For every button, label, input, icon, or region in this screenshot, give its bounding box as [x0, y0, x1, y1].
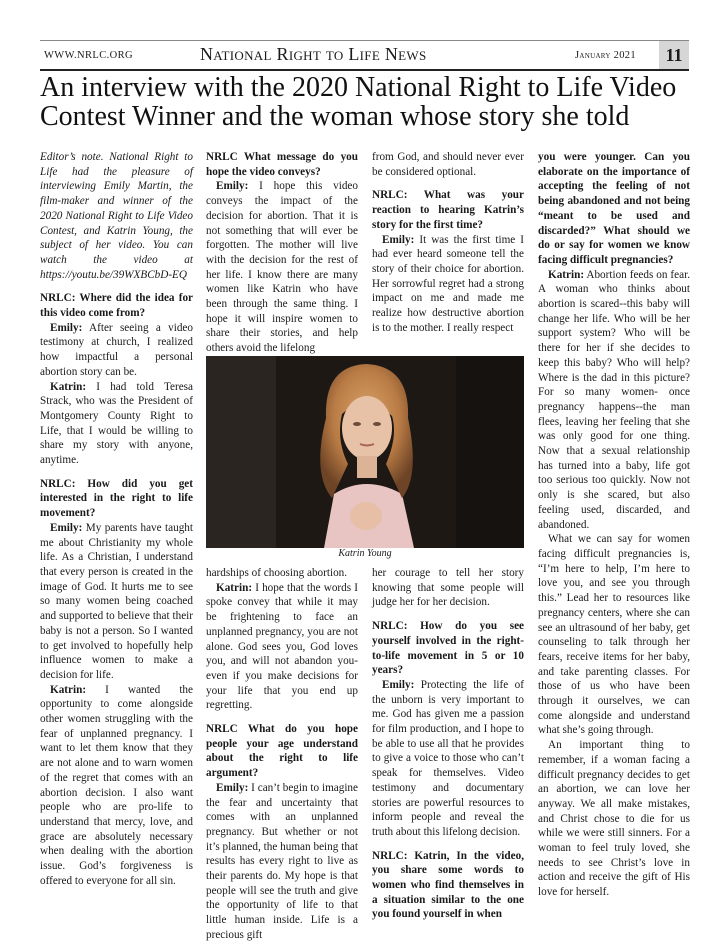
continued-text: her courage to tell her story knowing that some people will judge her for her decision. — [372, 567, 524, 609]
answer-1-katrin: Katrin: I had told Teresa Strack, who was the President of Montgomery County Right to Life, that I would be willing to share my story with anyone, anytime. — [40, 380, 193, 467]
question-7-continued: you were younger. Can you elaborate on the importance of accepting the feeling of not being abandoned and not being “meant to be used and discarded?” What should we do or say for women we know facing difficult pregnancies? — [538, 151, 690, 266]
answer-7-paragraph-3: An important thing to remember, if a woman facing a difficult pregnancy decides to get an abortion, we can love her anyway. We all make mistakes, and Christ chose to die for us while we were still sinners. For a woman to feel truly loved, she needs to see Christ’s love in action and receive the gift of His love for herself. — [538, 739, 690, 899]
question-3: NRLC What message do you hope the video conveys? — [206, 151, 358, 178]
site-url[interactable]: WWW.NRLC.ORG — [44, 50, 133, 61]
answer-2-emily: Emily: My parents have taught me about Christianity my whole life. As a Christian, I understand that every person is created in the image of God. It hurts me to see so many women being coached and supported to believe that their baby is not a person. So I wanted to get involved to hopefully help influence women to make a decision for life. — [40, 521, 193, 681]
column-3-bottom — [372, 566, 524, 922]
answer-5-emily: Emily: I can’t begin to imagine the fear and uncertainty that comes with an unplanned pregnancy. But whether or not it’s planned, the human being that results has every right to live as their parents do. My hope is that people will see the truth and give the opportunity of life to that little human inside. Life is a precious gift — [206, 781, 358, 941]
question-7: NRLC: Katrin, In the video, you share some words to women who find themselves in a situation similar to the one you found yourself in when — [372, 849, 524, 921]
column-2-top — [206, 150, 358, 356]
column-1 — [40, 150, 193, 888]
answer-3-katrin: Katrin: I hope that the words I spoke convey that while it may be frightening to face an unplanned pregnancy, you are not alone. God sees you, God loves you, and will not abandon you- even if you make decisions for your life that you end up regretting. — [206, 581, 358, 712]
question-6: NRLC: How do you see yourself involved in the right-to-life movement in 5 or 10 years? — [372, 620, 524, 677]
answer-7-paragraph-2: What we can say for women facing difficult pregnancies is, “I’m here to help, I’m here to love you, and see you through this.” Lead her to resources like pregnancy centers, where she can see an ultrasound of her baby, get counseling to talk through her fears, receive items for her baby, and take parenting classes. For those of us who have been through it ourselves, we can come alongside and understand what she’s going through. — [538, 533, 690, 737]
column-2-bottom — [206, 566, 358, 943]
question-4: NRLC: What was your reaction to hearing Katrin’s story for the first time? — [372, 189, 524, 231]
page-header — [40, 40, 689, 71]
katrin-young-photo — [206, 356, 524, 548]
page-number: 11 — [659, 41, 689, 69]
answer-7-katrin: Katrin: Abortion feeds on fear. A woman who thinks about abortion is scared--this baby will change her life. Who will be her support system? Who will be there for her if she decides to keep this baby? Who will help? Where is the dad in this picture? For so many women- once pregnancy happens--the man flees, leaving her feeling that she was only good for one thing. Now that a sexual relationship has turned into a baby, life got too serious too quickly. Now not only is she scared, but also feeling used, discarded, and abandoned. — [538, 268, 690, 531]
portrait-image — [206, 356, 524, 548]
answer-3-emily: Emily: I hope this video conveys the impact of the decision for abortion. That it is not something that will ever be forgotten. The mother will live with the decision for the rest of her life. I know there are many women like Katrin who have been through the same thing. I hope it will inspire women to share their stories, and help others avoid the lifelong — [206, 180, 358, 355]
answer-1-emily: Emily: After seeing a video testimony at church, I realized how impactful a personal abortion story can be. — [40, 321, 193, 378]
column-3-top — [372, 150, 524, 335]
question-1: NRLC: Where did the idea for this video come from? — [40, 292, 193, 320]
column-4 — [538, 150, 690, 900]
article-headline: An interview with the 2020 National Right to Life Video Contest Winner and the woman whose story she told — [40, 72, 677, 132]
question-5: NRLC What do you hope people your age understand about the right to life argument? — [206, 723, 358, 780]
answer-2-katrin: Katrin: I wanted the opportunity to come alongside other women struggling with the fear of unplanned pregnancy. I want to let them know that they are not alone and to warn women of the regret that comes with an abortion decision. I also want people who are pro-life to understand that mercy, love, and grace are absolutely necessary when dealing with the abortion issue. God’s forgiveness is offered to everyone for all sin. — [40, 683, 193, 887]
editor-note: Editor’s note. National Right to Life had the pleasure of interviewing Emily Martin, the film-maker and winner of the 2020 National Right to Life Video Contest, and Katrin Young, the subject of her video. You can watch the video at https://youtu.be/39WXBCbD-EQ — [40, 151, 193, 281]
publication-title: National Right to Life News — [200, 44, 427, 64]
continued-text: from God, and should never ever be considered optional. — [372, 151, 524, 178]
question-2: NRLC: How did you get interested in the right to life movement? — [40, 477, 193, 520]
answer-4-emily: Emily: It was the first time I had ever heard someone tell the story of their choice for abortion. Her sorrowful regret had a strong impact on me and made me realize how destructive abortion is to the mother. I really respect — [372, 233, 524, 334]
answer-6-emily: Emily: Protecting the life of the unborn is very important to me. God has given me a passion for film production, and I hope to be able to use all that he provides to give a voice to those who can’t speak for themselves. Video testimony and documentary stories are powerful resources to inform people and reveal the truth about this lifelong decision. — [372, 678, 524, 838]
continued-text: hardships of choosing abortion. — [206, 567, 348, 579]
issue-date: January 2021 — [575, 50, 636, 61]
photo-caption: Katrin Young — [338, 548, 392, 559]
